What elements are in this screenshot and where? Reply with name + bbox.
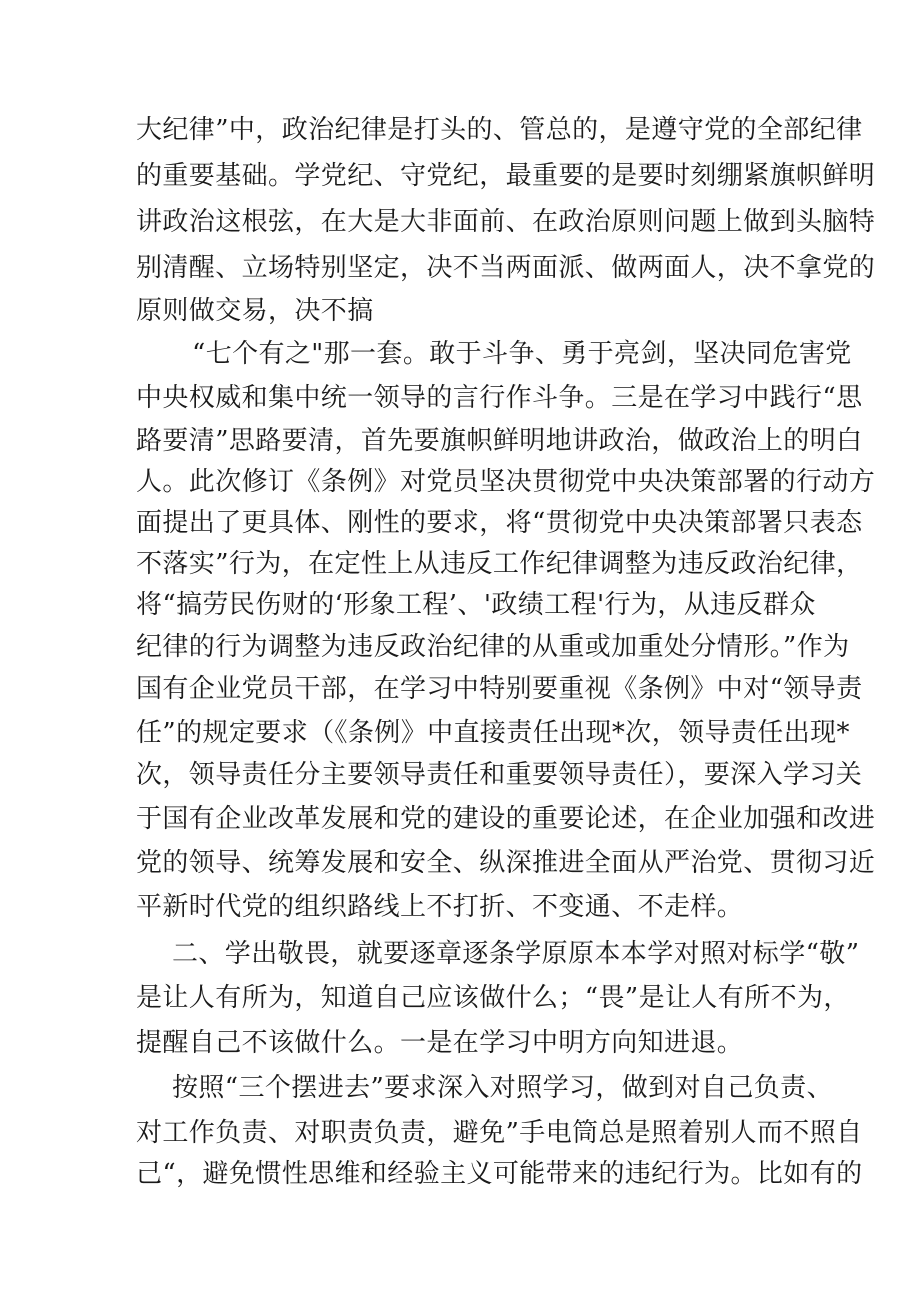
text-line: 面提出了更具体、刚性的要求，将“贯彻党中央决策部署只表态 <box>136 508 863 538</box>
section-heading-line: 二、学出敬畏，就要逐章逐条学原原本本学对照对标学“敬” <box>172 939 860 969</box>
text-line: 将“搞劳民伤财的‘形象工程’、'政绩工程'行为，从违反群众 <box>136 590 816 620</box>
text-line: 于国有企业改革发展和党的建设的重要论述，在企业加强和改进 <box>136 804 876 834</box>
text-line: 人。此次修订《条例》对党员坚决贯彻党中央决策部署的行动方 <box>136 467 876 497</box>
text-line: 路要清”思路要清，首先要旗帜鲜明地讲政治，做政治上的明白 <box>136 426 863 456</box>
text-line: 中央权威和集中统一领导的言行作斗争。三是在学习中践行“思 <box>136 383 863 413</box>
text-line: 别清醒、立场特别坚定，决不当两面派、做两面人，决不拿党的 <box>136 253 876 283</box>
paragraph-start-line: 按照“三个摆进去”要求深入对照学习，做到对自己负责、 <box>172 1073 833 1103</box>
text-line: 的重要基础。学党纪、守党纪，最重要的是要时刻绷紧旗帜鲜明 <box>136 161 876 191</box>
text-line: 是让人有所为，知道自己应该做什么；“畏”是让人有所不为， <box>136 983 850 1013</box>
text-line: 不落实”行为，在定性上从违反工作纪律调整为违反政治纪律， <box>136 549 863 579</box>
text-line: 纪律的行为调整为违反政治纪律的从重或加重处分情形。”作为 <box>136 632 850 662</box>
paragraph-start-line: “七个有之"那一套。敢于斗争、勇于亮剑，坚决同危害党 <box>192 339 852 369</box>
text-line: 次，领导责任分主要领导责任和重要领导责任），要深入学习关 <box>136 760 863 790</box>
text-line: 大纪律”中，政治纪律是打头的、管总的，是遵守党的全部纪律 <box>136 115 863 145</box>
text-line: 讲政治这根弦，在大是大非面前、在政治原则问题上做到头脑特 <box>136 207 876 237</box>
text-line: 原则做交易，决不搞 <box>136 296 374 326</box>
text-line: 提醒自己不该做什么。一是在学习中明方向知进退。 <box>136 1028 744 1058</box>
text-line: 对工作负责、对职责负责，避免”手电筒总是照着别人而不照自 <box>136 1118 863 1148</box>
text-line: 国有企业党员干部，在学习中特别要重视《条例》中对“领导责 <box>136 674 863 704</box>
text-line: 己“，避免惯性思维和经验主义可能带来的违纪行为。比如有的 <box>136 1159 863 1189</box>
text-line: 任”的规定要求（《条例》中直接责任出现*次，领导责任出现* <box>136 718 850 748</box>
text-line: 党的领导、统筹发展和安全、纵深推进全面从严治党、贯彻习近 <box>136 848 876 878</box>
text-line: 平新时代党的组织路线上不打折、不变通、不走样。 <box>136 892 744 922</box>
